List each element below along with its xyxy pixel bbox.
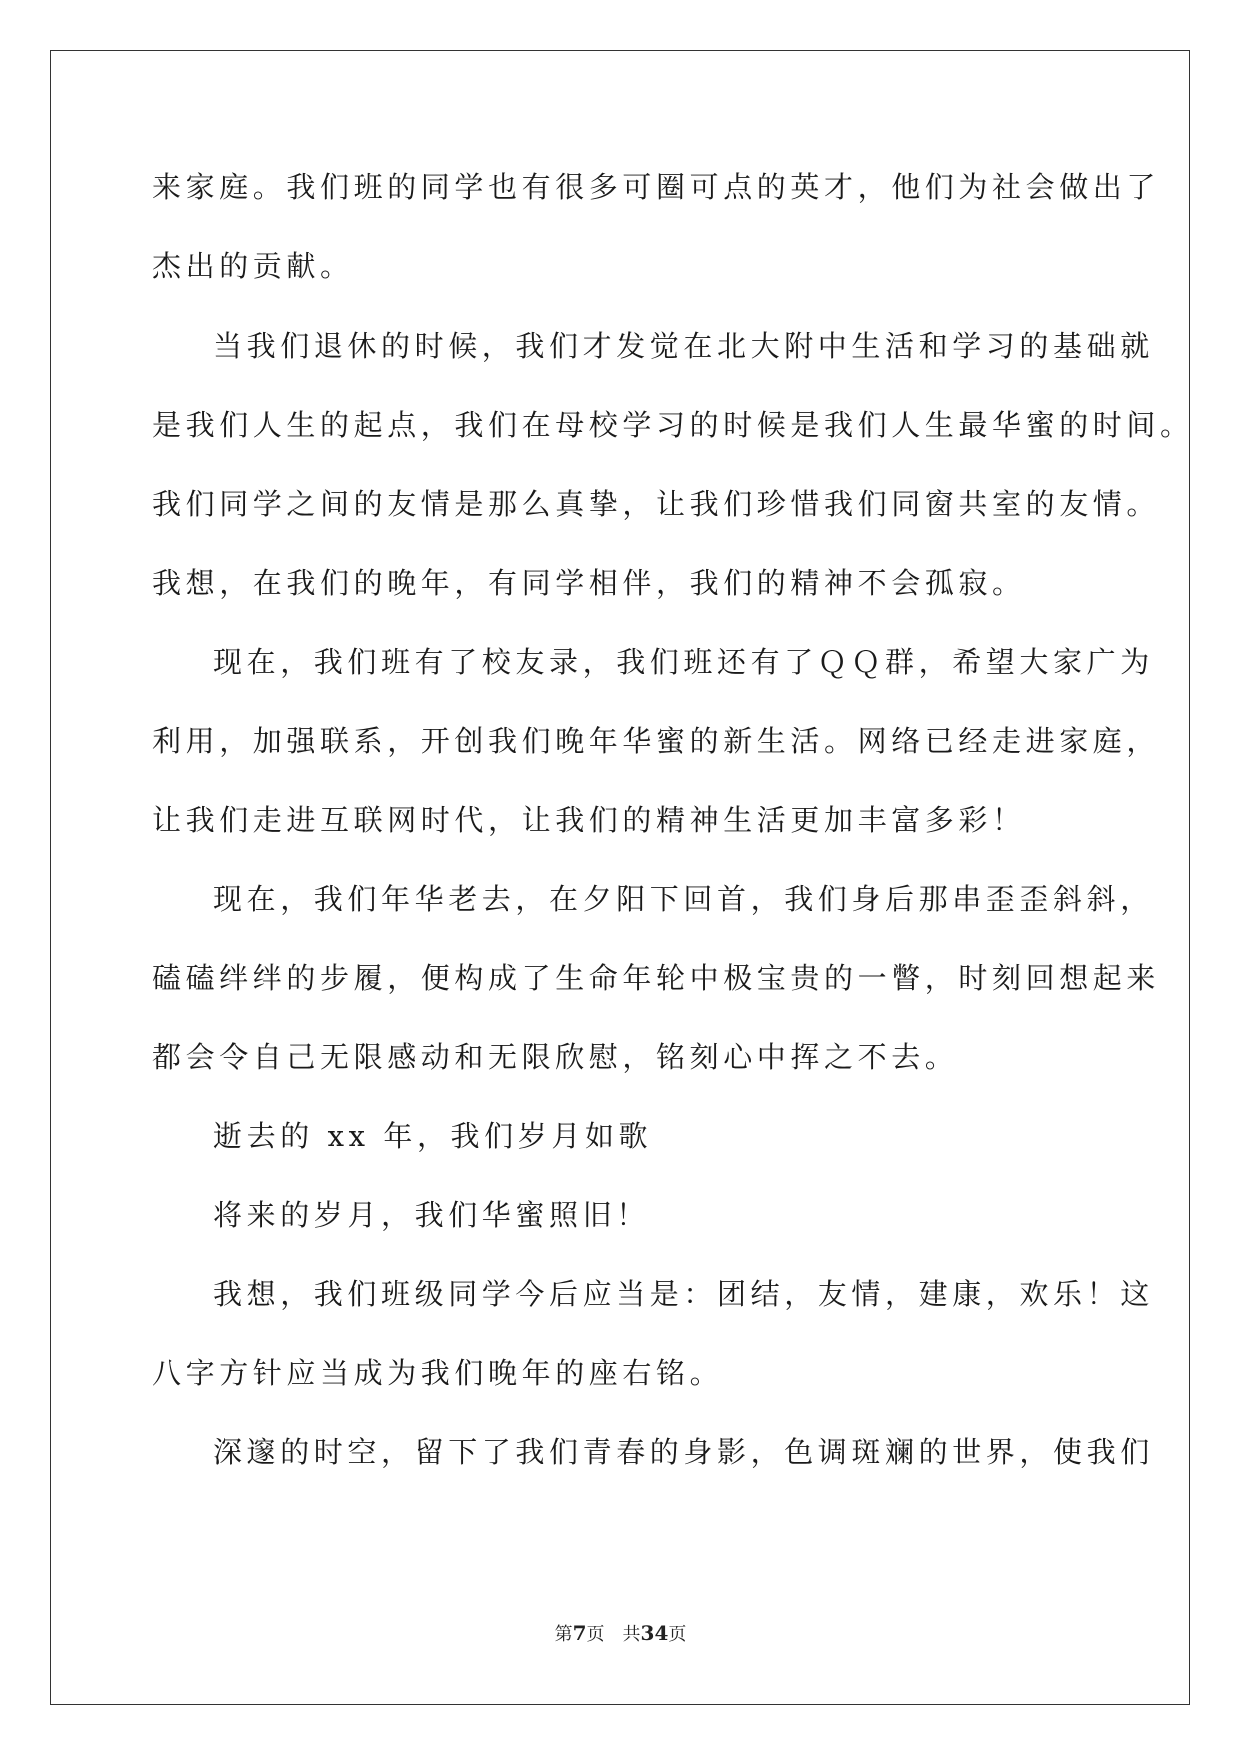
text-line: 我们同学之间的友情是那么真挚，让我们珍惜我们同窗共室的友情。 — [152, 487, 1161, 521]
text-line: 深邃的时空，留下了我们青春的身影，色调斑斓的世界，使我们 — [213, 1435, 1154, 1469]
text-line: 杰出的贡献。 — [152, 249, 354, 283]
text-line: 现在，我们班有了校友录，我们班还有了ＱＱ群，希望大家广为 — [213, 645, 1154, 679]
footer-suffix: 页 — [668, 1624, 687, 1645]
text-line: 让我们走进互联网时代，让我们的精神生活更加丰富多彩！ — [152, 803, 1026, 837]
page-number-footer — [0, 1620, 1241, 1646]
footer-prefix: 第 — [554, 1624, 573, 1645]
text-line: 将来的岁月，我们华蜜照旧！ — [213, 1198, 650, 1232]
text-line: 逝去的 xx 年，我们岁月如歌 — [213, 1119, 653, 1153]
current-page-number: 7 — [572, 1621, 587, 1645]
text-line: 都会令自己无限感动和无限欣慰，铭刻心中挥之不去。 — [152, 1040, 959, 1074]
text-line: 现在，我们年华老去，在夕阳下回首，我们身后那串歪歪斜斜， — [213, 882, 1154, 916]
text-line: 我想，在我们的晚年，有同学相伴，我们的精神不会孤寂。 — [152, 566, 1026, 600]
text-line: 利用，加强联系，开创我们晚年华蜜的新生活。网络已经走进家庭， — [152, 724, 1161, 758]
text-line: 是我们人生的起点，我们在母校学习的时候是我们人生最华蜜的时间。 — [152, 408, 1194, 442]
footer-mid: 页 共 — [586, 1624, 641, 1645]
text-line: 八字方针应当成为我们晚年的座右铭。 — [152, 1356, 724, 1390]
text-line: 我想，我们班级同学今后应当是：团结，友情，建康，欢乐！这 — [213, 1277, 1154, 1311]
text-line: 当我们退休的时候，我们才发觉在北大附中生活和学习的基础就 — [213, 329, 1154, 363]
text-line: 磕磕绊绊的步履，便构成了生命年轮中极宝贵的一瞥，时刻回想起来 — [152, 961, 1161, 995]
total-page-number: 34 — [640, 1621, 669, 1645]
text-line: 来家庭。我们班的同学也有很多可圈可点的英才，他们为社会做出了 — [152, 170, 1161, 204]
